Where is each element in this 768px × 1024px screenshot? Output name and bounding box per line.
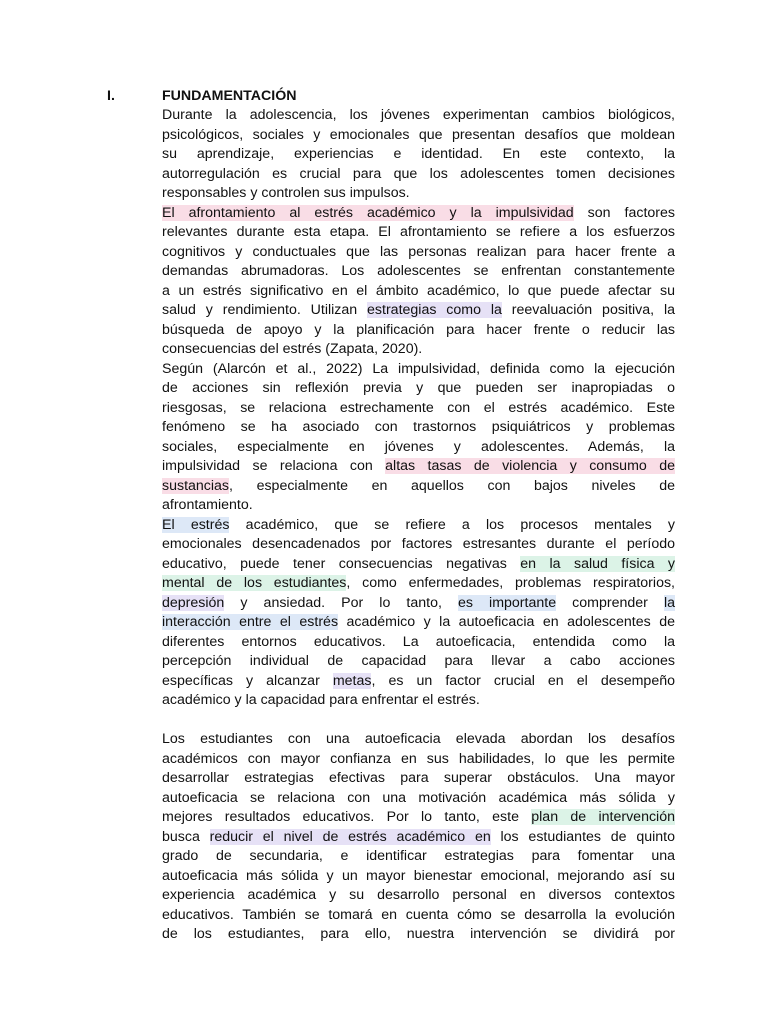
text-line [162, 301, 675, 321]
text-run: relevantes durante esta etapa. El afrontamiento se refiere a los esfuerzos [162, 224, 675, 240]
text-run: experiencia académica y su desarrollo personal en diversos contextos [162, 887, 675, 903]
document-body [162, 106, 675, 945]
highlighted-text: estrategias como la [367, 302, 502, 318]
text-line [162, 789, 675, 809]
text-line [162, 418, 675, 438]
text-run: su aprendizaje, experiencias e identidad. En este contexto, la [162, 146, 675, 162]
highlighted-text: en la salud física y [520, 555, 676, 572]
text-line [162, 516, 675, 536]
text-run: consecuencias del estrés (Zapata, 2020). [162, 341, 423, 357]
highlighted-text: El afrontamiento al estrés académico y la impulsividad [162, 204, 574, 221]
text-run: emocionales desencadenados por factores estresantes durante el período [162, 536, 675, 552]
highlighted-text: sustancias [162, 477, 230, 494]
text-line [162, 457, 675, 477]
text-line [162, 613, 675, 633]
text-line [162, 847, 675, 867]
text-line [162, 867, 675, 887]
text-run: de acciones sin reflexión previa y que pueden ser inapropiadas o [162, 380, 675, 396]
text-line [162, 555, 675, 575]
text-line [162, 652, 675, 672]
text-line [162, 184, 675, 204]
text-line [162, 886, 675, 906]
highlighted-text: depresión [162, 594, 225, 611]
text-run: grado de secundaria, e identificar estrategias para fomentar una [162, 848, 675, 864]
text-run: psicológicos, sociales y emocionales que presentan desafíos que moldean [162, 126, 675, 143]
text-line [162, 262, 675, 282]
text-run: cognitivos y conductuales que las personas realizan para hacer frente a [162, 243, 675, 260]
text-line [162, 906, 675, 926]
text-run: desarrollar estrategias efectivas para superar obstáculos. Una mayor [162, 770, 675, 786]
text-line [162, 243, 675, 263]
paragraph [162, 730, 675, 945]
text-line [162, 828, 675, 848]
highlighted-text: mental de los estudiantes [162, 575, 347, 591]
text-line [162, 574, 675, 594]
text-line [162, 730, 675, 750]
text-run: autorregulación es crucial para que los adolescentes tomen decisiones [162, 165, 675, 182]
text-run: autoeficacia más sólida y un mayor bienestar emocional, mejorando así su [162, 867, 675, 884]
text-line [162, 282, 675, 302]
text-line [162, 165, 675, 185]
text-line [162, 438, 675, 458]
text-run: afrontamiento. [162, 497, 253, 513]
section-number: I. [107, 88, 115, 104]
text-line [162, 360, 675, 380]
text-run: y ansiedad. Por lo tanto, [224, 594, 458, 611]
highlighted-text: es importante [458, 594, 557, 611]
text-line [162, 126, 675, 146]
text-run: específicas y alcanzar [162, 672, 333, 689]
text-line [162, 750, 675, 770]
text-run: , como enfermedades, problemas respiratorios, [346, 575, 675, 591]
text-line [162, 769, 675, 789]
text-run: de los estudiantes, para ello, nuestra intervención se dividirá por [162, 926, 675, 942]
text-line [162, 672, 675, 692]
section-title: FUNDAMENTACIÓN [162, 88, 297, 104]
text-run: , es un factor crucial en el desempeño [371, 672, 675, 689]
text-run: a un estrés significativo en el ámbito académico, lo que puede afectar su [162, 282, 675, 299]
text-run: académico, que se refiere a los procesos mentales y [229, 516, 675, 533]
text-run: búsqueda de apoyo y la planificación para hacer frente o reducir las [162, 321, 675, 338]
text-run: busca [162, 828, 210, 845]
highlighted-text: metas [332, 672, 372, 689]
text-run: reevaluación positiva, la [501, 302, 675, 318]
text-line [162, 496, 675, 516]
text-run: percepción individual de capacidad para llevar a cabo acciones [162, 653, 675, 669]
text-line [162, 379, 675, 399]
text-run: autoeficacia se relaciona con una motivación académica más sólida y [162, 789, 675, 806]
text-run: académicos con mayor confianza en sus habilidades, lo que les permite [162, 750, 675, 767]
text-line [162, 340, 675, 360]
text-run: académico y la autoeficacia en adolescentes de [338, 614, 675, 630]
text-line [162, 535, 675, 555]
text-run: salud y rendimiento. Utilizan [162, 302, 368, 318]
text-line [162, 594, 675, 614]
text-line [162, 925, 675, 945]
text-line [162, 691, 675, 711]
text-line [162, 399, 675, 419]
text-run: comprender [556, 594, 664, 611]
text-run: educativos. También se tomará en cuenta cómo se desarrolla la evolución [162, 906, 675, 923]
paragraph [162, 360, 675, 516]
text-run: académico y la capacidad para enfrentar el estrés. [162, 692, 480, 708]
text-run: demandas abrumadoras. Los adolescentes se enfrentan constantemente [162, 263, 675, 279]
text-line [162, 808, 675, 828]
text-line [162, 633, 675, 653]
text-run: Según (Alarcón et al., 2022) La impulsividad, definida como la ejecución [162, 360, 675, 377]
highlighted-text: reducir el nivel de estrés académico en [209, 828, 491, 845]
text-line [162, 321, 675, 341]
text-run: educativo, puede tener consecuencias negativas [162, 555, 521, 572]
text-line [162, 477, 675, 497]
paragraph [162, 106, 675, 204]
paragraph-gap [162, 711, 675, 731]
text-run: diferentes entornos educativos. La autoeficacia, entendida como la [162, 633, 675, 650]
highlighted-text: plan de intervención [531, 809, 675, 825]
text-run: Los estudiantes con una autoeficacia elevada abordan los desafíos [162, 731, 675, 747]
highlighted-text: altas tasas de violencia y consumo de [385, 458, 675, 474]
text-line [162, 204, 675, 224]
text-run: impulsividad se relaciona con [162, 458, 386, 474]
paragraph [162, 204, 675, 360]
highlighted-text: la [663, 594, 675, 611]
text-run: responsables y controlen sus impulsos. [162, 185, 410, 201]
highlighted-text: El estrés [162, 516, 230, 533]
text-run: mejores resultados educativos. Por lo tanto, este [162, 809, 532, 825]
text-line [162, 106, 675, 126]
text-run: los estudiantes de quinto [490, 828, 675, 845]
text-line [162, 223, 675, 243]
paragraph [162, 516, 675, 711]
text-run: , especialmente en aquellos con bajos niveles de [229, 477, 675, 494]
text-run: sociales, especialmente en jóvenes y adolescentes. Además, la [162, 438, 675, 455]
text-run: riesgosas, se relaciona estrechamente con el estrés académico. Este [162, 399, 675, 416]
section-heading [0, 87, 768, 106]
highlighted-text: interacción entre el estrés [162, 614, 339, 630]
text-run: fenómeno se ha asociado con trastornos psiquiátricos y problemas [162, 419, 675, 435]
text-run: Durante la adolescencia, los jóvenes experimentan cambios biológicos, [162, 107, 675, 123]
text-line [162, 145, 675, 165]
text-run: son factores [573, 204, 675, 221]
